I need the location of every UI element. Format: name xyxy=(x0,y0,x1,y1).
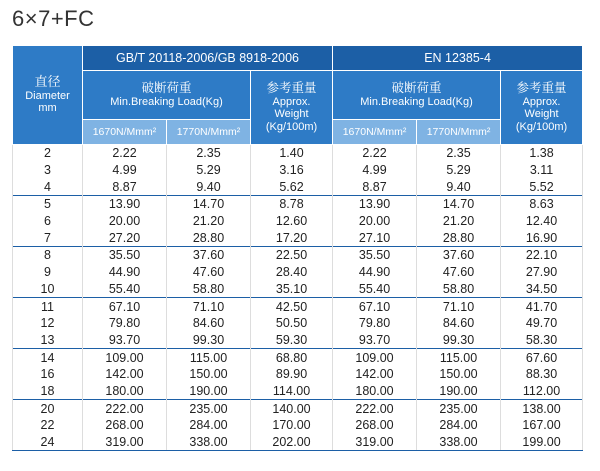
en-1770-cell: 37.60 xyxy=(417,247,501,264)
en-grade-1670: 1670N/Mmm² xyxy=(333,120,417,145)
en-1670-cell: 93.70 xyxy=(333,332,417,349)
table-row xyxy=(13,264,583,281)
en-1770-cell: 28.80 xyxy=(417,229,501,246)
en-1770-cell: 2.35 xyxy=(417,145,501,162)
en-load-en: Min.Breaking Load(Kg) xyxy=(360,95,473,108)
en-1770-cell: 21.20 xyxy=(417,213,501,230)
gb-1670-cell: 20.00 xyxy=(83,213,167,230)
gb-1670-cell: 222.00 xyxy=(83,400,167,417)
diameter-cell: 12 xyxy=(13,315,83,332)
gb-weight-en1: Approx. xyxy=(272,95,311,108)
gb-weight-en2: Weight xyxy=(274,108,309,121)
en-weight-en2: Weight xyxy=(524,108,559,121)
en-1670-cell: 67.10 xyxy=(333,298,417,315)
gb-1670-cell: 268.00 xyxy=(83,417,167,434)
gb-grade-1670: 1670N/Mmm² xyxy=(83,120,167,145)
table-row xyxy=(13,145,583,162)
diameter-cell: 9 xyxy=(13,264,83,281)
gb-weight-cell: 1.40 xyxy=(251,145,333,162)
en-weight-cell: 8.63 xyxy=(501,196,583,213)
gb-1670-cell: 79.80 xyxy=(83,315,167,332)
en-weight-cell: 22.10 xyxy=(501,247,583,264)
gb-1670-cell: 319.00 xyxy=(83,434,167,451)
table-row xyxy=(13,434,583,451)
en-weight-cell: 3.11 xyxy=(501,162,583,179)
en-1670-cell: 55.40 xyxy=(333,281,417,298)
table-body xyxy=(13,145,583,451)
table-row xyxy=(13,332,583,349)
gb-weight-cell: 170.00 xyxy=(251,417,333,434)
gb-weight-cell: 8.78 xyxy=(251,196,333,213)
table-row xyxy=(13,162,583,179)
diameter-cell: 16 xyxy=(13,366,83,383)
en-load-header xyxy=(333,71,501,120)
table-row xyxy=(13,281,583,298)
gb-weight-cell: 114.00 xyxy=(251,383,333,400)
en-weight-cell: 112.00 xyxy=(501,383,583,400)
en-weight-cell: 1.38 xyxy=(501,145,583,162)
en-weight-cell: 5.52 xyxy=(501,178,583,195)
gb-1770-cell: 58.80 xyxy=(167,281,251,298)
diameter-cell: 13 xyxy=(13,332,83,349)
en-1770-cell: 58.80 xyxy=(417,281,501,298)
en-1770-cell: 190.00 xyxy=(417,383,501,400)
gb-load-cn: 破断荷重 xyxy=(141,81,192,96)
table-row xyxy=(13,400,583,417)
spec-table xyxy=(12,45,583,451)
gb-weight-cell: 59.30 xyxy=(251,332,333,349)
en-1770-cell: 9.40 xyxy=(417,178,501,195)
en-1670-cell: 222.00 xyxy=(333,400,417,417)
gb-1670-cell: 13.90 xyxy=(83,196,167,213)
diameter-cn: 直径 xyxy=(34,73,61,89)
gb-1770-cell: 37.60 xyxy=(167,247,251,264)
diameter-cell: 4 xyxy=(13,178,83,195)
gb-1770-cell: 28.80 xyxy=(167,229,251,246)
table-row xyxy=(13,417,583,434)
gb-weight-cell: 89.90 xyxy=(251,366,333,383)
gb-1770-cell: 115.00 xyxy=(167,349,251,366)
en-1670-cell: 8.87 xyxy=(333,178,417,195)
diameter-cell: 11 xyxy=(13,298,83,315)
en-1770-cell: 115.00 xyxy=(417,349,501,366)
en-1670-cell: 79.80 xyxy=(333,315,417,332)
en-weight-cell: 16.90 xyxy=(501,229,583,246)
standard-en-header: EN 12385-4 xyxy=(333,46,583,71)
diameter-cell: 24 xyxy=(13,434,83,451)
diameter-cell: 2 xyxy=(13,145,83,162)
gb-load-en: Min.Breaking Load(Kg) xyxy=(110,95,223,108)
gb-1770-cell: 21.20 xyxy=(167,213,251,230)
en-1770-cell: 284.00 xyxy=(417,417,501,434)
gb-weight-en3: (Kg/100m) xyxy=(265,121,318,133)
en-1670-cell: 44.90 xyxy=(333,264,417,281)
diameter-cell: 20 xyxy=(13,400,83,417)
en-1670-cell: 2.22 xyxy=(333,145,417,162)
gb-weight-cell: 68.80 xyxy=(251,349,333,366)
gb-weight-cell: 35.10 xyxy=(251,281,333,298)
en-1770-cell: 235.00 xyxy=(417,400,501,417)
en-weight-en3: (Kg/100m) xyxy=(515,121,568,133)
diameter-cell: 22 xyxy=(13,417,83,434)
table-row xyxy=(13,196,583,213)
gb-weight-cell: 17.20 xyxy=(251,229,333,246)
en-weight-header xyxy=(501,71,583,145)
gb-grade-1770: 1770N/Mmm² xyxy=(167,120,251,145)
en-weight-cell: 12.40 xyxy=(501,213,583,230)
gb-1670-cell: 44.90 xyxy=(83,264,167,281)
diameter-cell: 10 xyxy=(13,281,83,298)
gb-1670-cell: 8.87 xyxy=(83,178,167,195)
gb-weight-cell: 28.40 xyxy=(251,264,333,281)
gb-1770-cell: 284.00 xyxy=(167,417,251,434)
gb-1670-cell: 180.00 xyxy=(83,383,167,400)
gb-load-header xyxy=(83,71,251,120)
table-row xyxy=(13,366,583,383)
gb-1670-cell: 67.10 xyxy=(83,298,167,315)
en-weight-cn: 参考重量 xyxy=(516,81,567,96)
en-1670-cell: 109.00 xyxy=(333,349,417,366)
table-row xyxy=(13,229,583,246)
en-1770-cell: 14.70 xyxy=(417,196,501,213)
en-1670-cell: 27.10 xyxy=(333,229,417,246)
table-row xyxy=(13,213,583,230)
en-grade-1770: 1770N/Mmm² xyxy=(417,120,501,145)
en-1770-cell: 150.00 xyxy=(417,366,501,383)
en-weight-cell: 27.90 xyxy=(501,264,583,281)
gb-1770-cell: 235.00 xyxy=(167,400,251,417)
gb-1670-cell: 27.20 xyxy=(83,229,167,246)
diameter-cell: 3 xyxy=(13,162,83,179)
en-1770-cell: 47.60 xyxy=(417,264,501,281)
gb-1670-cell: 2.22 xyxy=(83,145,167,162)
gb-1670-cell: 109.00 xyxy=(83,349,167,366)
diameter-unit: mm xyxy=(38,102,57,115)
gb-weight-cell: 22.50 xyxy=(251,247,333,264)
diameter-en: Diameter xyxy=(25,89,70,102)
en-weight-cell: 199.00 xyxy=(501,434,583,451)
en-weight-cell: 167.00 xyxy=(501,417,583,434)
gb-1770-cell: 190.00 xyxy=(167,383,251,400)
gb-1770-cell: 99.30 xyxy=(167,332,251,349)
page-title: 6×7+FC xyxy=(12,6,95,31)
en-1670-cell: 35.50 xyxy=(333,247,417,264)
en-1670-cell: 319.00 xyxy=(333,434,417,451)
gb-weight-cell: 50.50 xyxy=(251,315,333,332)
gb-1770-cell: 5.29 xyxy=(167,162,251,179)
gb-weight-cell: 3.16 xyxy=(251,162,333,179)
en-weight-cell: 34.50 xyxy=(501,281,583,298)
diameter-cell: 6 xyxy=(13,213,83,230)
table-row xyxy=(13,349,583,366)
gb-1770-cell: 14.70 xyxy=(167,196,251,213)
gb-1770-cell: 338.00 xyxy=(167,434,251,451)
diameter-cell: 8 xyxy=(13,247,83,264)
diameter-cell: 7 xyxy=(13,229,83,246)
en-weight-cell: 49.70 xyxy=(501,315,583,332)
gb-weight-cell: 140.00 xyxy=(251,400,333,417)
gb-1770-cell: 71.10 xyxy=(167,298,251,315)
en-1670-cell: 13.90 xyxy=(333,196,417,213)
standard-gb-header: GB/T 20118-2006/GB 8918-2006 xyxy=(83,46,333,71)
en-1670-cell: 180.00 xyxy=(333,383,417,400)
gb-weight-cell: 5.62 xyxy=(251,178,333,195)
gb-1670-cell: 142.00 xyxy=(83,366,167,383)
en-load-cn: 破断荷重 xyxy=(391,81,442,96)
diameter-cell: 18 xyxy=(13,383,83,400)
gb-1770-cell: 9.40 xyxy=(167,178,251,195)
en-1770-cell: 71.10 xyxy=(417,298,501,315)
en-weight-cell: 41.70 xyxy=(501,298,583,315)
en-1770-cell: 5.29 xyxy=(417,162,501,179)
gb-weight-header xyxy=(251,71,333,145)
diameter-header xyxy=(13,46,83,145)
gb-1670-cell: 93.70 xyxy=(83,332,167,349)
gb-weight-cell: 202.00 xyxy=(251,434,333,451)
en-1770-cell: 99.30 xyxy=(417,332,501,349)
en-weight-cell: 88.30 xyxy=(501,366,583,383)
en-1770-cell: 84.60 xyxy=(417,315,501,332)
en-1670-cell: 268.00 xyxy=(333,417,417,434)
table-row xyxy=(13,383,583,400)
en-1670-cell: 20.00 xyxy=(333,213,417,230)
gb-1770-cell: 2.35 xyxy=(167,145,251,162)
table-row xyxy=(13,178,583,195)
table-header xyxy=(13,46,583,145)
gb-1670-cell: 55.40 xyxy=(83,281,167,298)
diameter-cell: 5 xyxy=(13,196,83,213)
gb-1770-cell: 47.60 xyxy=(167,264,251,281)
table-row xyxy=(13,247,583,264)
gb-1770-cell: 84.60 xyxy=(167,315,251,332)
table-row xyxy=(13,298,583,315)
gb-1670-cell: 4.99 xyxy=(83,162,167,179)
gb-weight-cell: 42.50 xyxy=(251,298,333,315)
en-weight-cell: 138.00 xyxy=(501,400,583,417)
en-1670-cell: 142.00 xyxy=(333,366,417,383)
gb-1670-cell: 35.50 xyxy=(83,247,167,264)
gb-weight-cn: 参考重量 xyxy=(266,81,317,96)
diameter-cell: 14 xyxy=(13,349,83,366)
en-1770-cell: 338.00 xyxy=(417,434,501,451)
en-1670-cell: 4.99 xyxy=(333,162,417,179)
gb-weight-cell: 12.60 xyxy=(251,213,333,230)
en-weight-en1: Approx. xyxy=(522,95,561,108)
table-row xyxy=(13,315,583,332)
en-weight-cell: 58.30 xyxy=(501,332,583,349)
gb-1770-cell: 150.00 xyxy=(167,366,251,383)
en-weight-cell: 67.60 xyxy=(501,349,583,366)
